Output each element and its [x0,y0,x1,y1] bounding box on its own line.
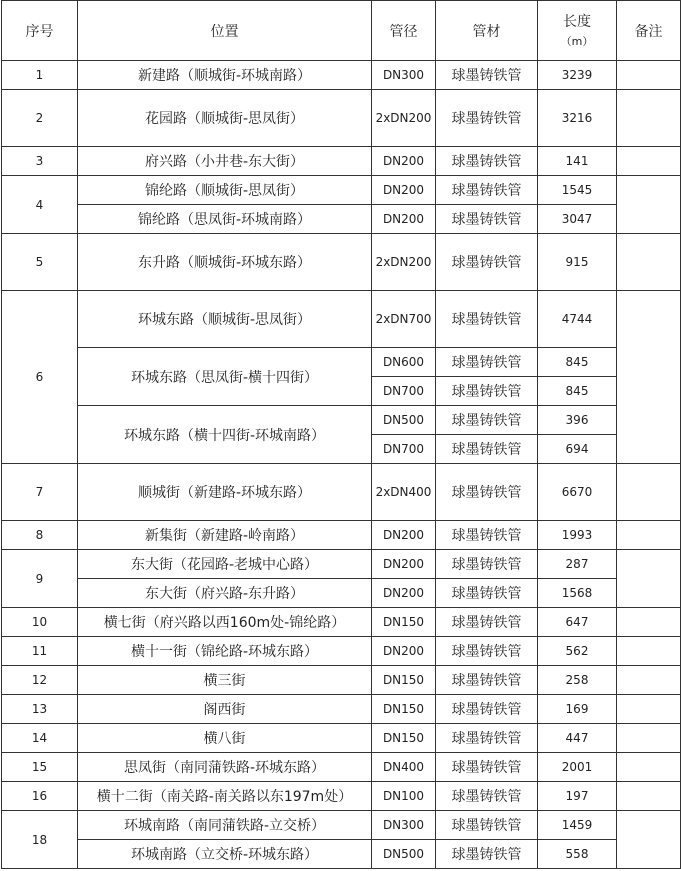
material-cell: 球墨铸铁管 [436,90,538,147]
location-cell: 思凤街（南同蒲铁路-环城东路） [78,753,372,782]
table-row [2,782,681,811]
seq-cell: 4 [2,176,78,234]
location-cell: 横十一街（锦纶路-环城东路） [78,637,372,666]
material-cell: 球墨铸铁管 [436,579,538,608]
remark-cell [617,695,681,724]
header-length [538,1,617,61]
material-cell: 球墨铸铁管 [436,811,538,840]
location-cell: 府兴路（小井巷-东大街） [78,147,372,176]
material-cell: 球墨铸铁管 [436,666,538,695]
location-cell: 顺城街（新建路-环城东路） [78,464,372,521]
length-cell: 3047 [538,205,617,234]
location-cell: 花园路（顺城街-思凤街） [78,90,372,147]
table-row [2,811,681,840]
table-row [2,724,681,753]
seq-cell: 7 [2,464,78,521]
diameter-cell: DN150 [372,666,436,695]
remark-cell [617,666,681,695]
table-row [2,234,681,291]
material-cell: 球墨铸铁管 [436,61,538,90]
table-row [2,753,681,782]
diameter-cell: DN200 [372,579,436,608]
diameter-cell: 2xDN200 [372,90,436,147]
table-row [2,608,681,637]
diameter-cell: 2xDN700 [372,291,436,348]
length-cell: 396 [538,406,617,435]
diameter-cell: DN200 [372,550,436,579]
length-cell: 558 [538,840,617,869]
length-cell: 6670 [538,464,617,521]
location-cell: 东大街（府兴路-东升路） [78,579,372,608]
location-cell: 东升路（顺城街-环城东路） [78,234,372,291]
length-cell: 1459 [538,811,617,840]
remark-cell [617,90,681,147]
length-cell: 845 [538,377,617,406]
diameter-cell: DN200 [372,176,436,205]
diameter-cell: DN150 [372,608,436,637]
material-cell: 球墨铸铁管 [436,464,538,521]
remark-cell [617,464,681,521]
remark-cell [617,291,681,464]
header-length-unit: （m） [560,34,594,48]
header-diameter: 管径 [372,1,436,61]
material-cell: 球墨铸铁管 [436,147,538,176]
remark-cell [617,811,681,869]
location-cell: 横八街 [78,724,372,753]
header-seq: 序号 [2,1,78,61]
seq-cell: 13 [2,695,78,724]
material-cell: 球墨铸铁管 [436,234,538,291]
seq-cell: 16 [2,782,78,811]
location-cell: 东大街（花园路-老城中心路） [78,550,372,579]
diameter-cell: DN200 [372,637,436,666]
table-row [2,291,681,348]
remark-cell [617,550,681,608]
diameter-cell: DN150 [372,724,436,753]
length-cell: 2001 [538,753,617,782]
material-cell: 球墨铸铁管 [436,753,538,782]
material-cell: 球墨铸铁管 [436,695,538,724]
length-cell: 287 [538,550,617,579]
seq-cell: 1 [2,61,78,90]
header-location: 位置 [78,1,372,61]
length-cell: 1545 [538,176,617,205]
table-row [2,464,681,521]
material-cell: 球墨铸铁管 [436,205,538,234]
material-cell: 球墨铸铁管 [436,435,538,464]
diameter-cell: DN500 [372,840,436,869]
length-cell: 197 [538,782,617,811]
length-cell: 915 [538,234,617,291]
diameter-cell: DN300 [372,61,436,90]
remark-cell [617,61,681,90]
length-cell: 4744 [538,291,617,348]
diameter-cell: DN700 [372,435,436,464]
length-cell: 647 [538,608,617,637]
remark-cell [617,753,681,782]
remark-cell [617,608,681,637]
table-row [2,147,681,176]
table-row [2,406,681,435]
location-cell: 环城东路（顺城街-思凤街） [78,291,372,348]
length-cell: 845 [538,348,617,377]
remark-cell [617,521,681,550]
material-cell: 球墨铸铁管 [436,176,538,205]
seq-cell: 15 [2,753,78,782]
location-cell: 环城南路（南同蒲铁路-立交桥） [78,811,372,840]
diameter-cell: DN200 [372,521,436,550]
location-cell: 环城东路（横十四街-环城南路） [78,406,372,464]
seq-cell: 18 [2,811,78,869]
length-cell: 169 [538,695,617,724]
diameter-cell: 2xDN200 [372,234,436,291]
material-cell: 球墨铸铁管 [436,291,538,348]
seq-cell: 2 [2,90,78,147]
location-cell: 锦纶路（思凤街-环城南路） [78,205,372,234]
table-row [2,579,681,608]
location-cell: 新集街（新建路-岭南路） [78,521,372,550]
table-row [2,90,681,147]
table-row [2,521,681,550]
table-row [2,205,681,234]
header-length-title: 长度 [563,13,591,30]
length-cell: 1993 [538,521,617,550]
length-cell: 694 [538,435,617,464]
diameter-cell: DN150 [372,695,436,724]
location-cell: 横七街（府兴路以西160m处-锦纶路） [78,608,372,637]
header-row [2,1,681,61]
material-cell: 球墨铸铁管 [436,608,538,637]
diameter-cell: DN400 [372,753,436,782]
remark-cell [617,147,681,176]
header-remark: 备注 [617,1,681,61]
table-row [2,666,681,695]
header-material: 管材 [436,1,538,61]
remark-cell [617,234,681,291]
table-row [2,176,681,205]
material-cell: 球墨铸铁管 [436,377,538,406]
length-cell: 447 [538,724,617,753]
diameter-cell: 2xDN400 [372,464,436,521]
table-row [2,61,681,90]
table-row [2,840,681,869]
seq-cell: 11 [2,637,78,666]
table-row [2,348,681,377]
length-cell: 258 [538,666,617,695]
material-cell: 球墨铸铁管 [436,521,538,550]
table-row [2,637,681,666]
remark-cell [617,637,681,666]
location-cell: 横十二街（南关路-南关路以东197m处） [78,782,372,811]
material-cell: 球墨铸铁管 [436,406,538,435]
diameter-cell: DN600 [372,348,436,377]
material-cell: 球墨铸铁管 [436,550,538,579]
diameter-cell: DN200 [372,205,436,234]
length-cell: 141 [538,147,617,176]
location-cell: 锦纶路（顺城街-思凤街） [78,176,372,205]
material-cell: 球墨铸铁管 [436,348,538,377]
remark-cell [617,176,681,234]
remark-cell [617,724,681,753]
length-cell: 3239 [538,61,617,90]
seq-cell: 12 [2,666,78,695]
table-row [2,550,681,579]
location-cell: 环城南路（立交桥-环城东路） [78,840,372,869]
seq-cell: 5 [2,234,78,291]
pipe-table [1,0,681,869]
material-cell: 球墨铸铁管 [436,840,538,869]
seq-cell: 10 [2,608,78,637]
seq-cell: 14 [2,724,78,753]
location-cell: 阁西街 [78,695,372,724]
seq-cell: 9 [2,550,78,608]
location-cell: 新建路（顺城街-环城南路） [78,61,372,90]
length-cell: 562 [538,637,617,666]
seq-cell: 8 [2,521,78,550]
diameter-cell: DN300 [372,811,436,840]
diameter-cell: DN500 [372,406,436,435]
material-cell: 球墨铸铁管 [436,637,538,666]
location-cell: 横三街 [78,666,372,695]
remark-cell [617,782,681,811]
diameter-cell: DN100 [372,782,436,811]
table-row [2,695,681,724]
diameter-cell: DN200 [372,147,436,176]
material-cell: 球墨铸铁管 [436,782,538,811]
length-cell: 3216 [538,90,617,147]
location-cell: 环城东路（思凤街-横十四街） [78,348,372,406]
material-cell: 球墨铸铁管 [436,724,538,753]
seq-cell: 3 [2,147,78,176]
seq-cell: 6 [2,291,78,464]
diameter-cell: DN700 [372,377,436,406]
length-cell: 1568 [538,579,617,608]
